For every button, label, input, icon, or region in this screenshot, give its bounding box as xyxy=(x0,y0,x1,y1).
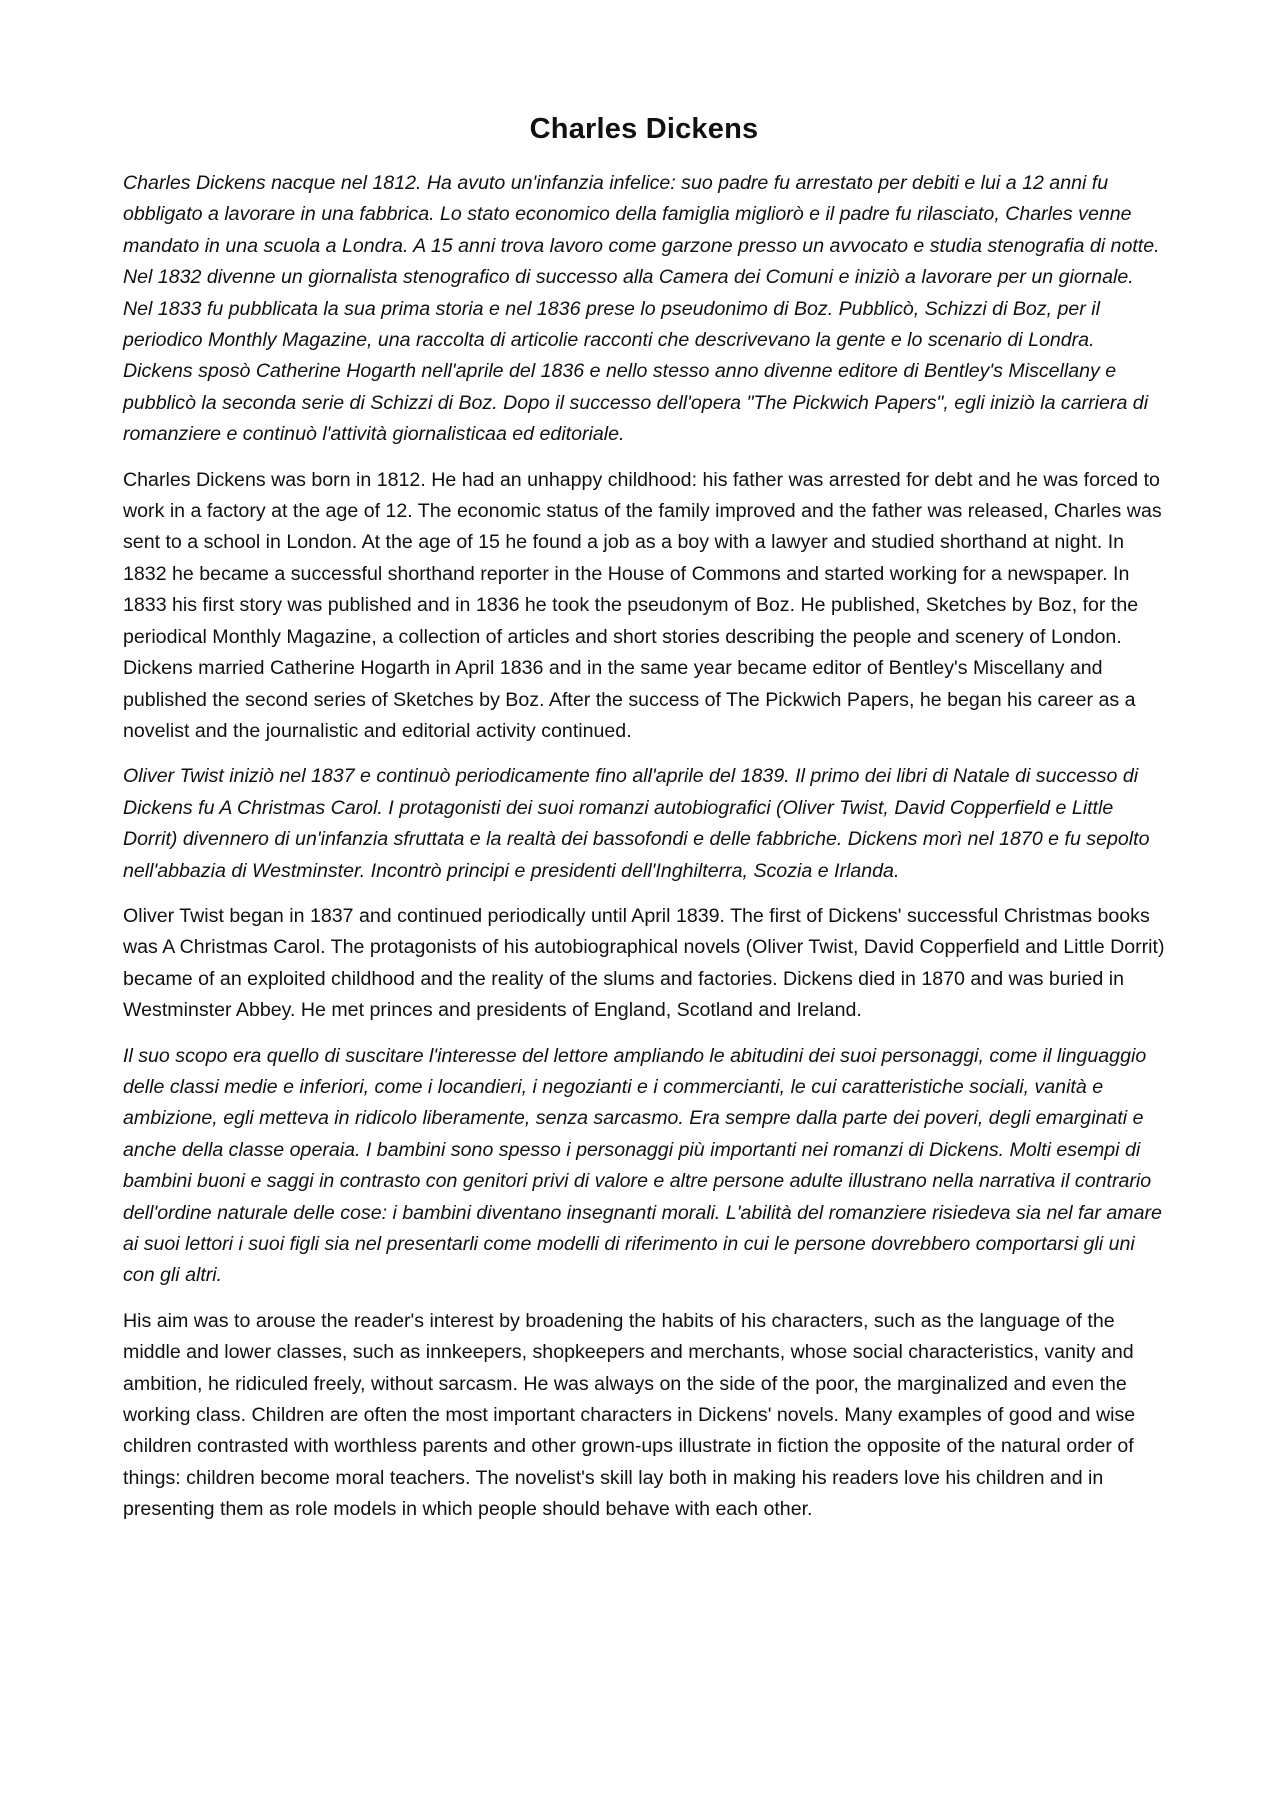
paragraph-italian-works: Oliver Twist iniziò nel 1837 e continuò periodicamente fino all'aprile del 1839. Il primo dei libri di Natale di successo di Dickens fu A Christmas Carol. I protagonisti dei suoi romanzi autobiografici (Oliver Twist, David Copperfield e Little Dorrit) divennero di un'infanzia sfruttata e la realtà dei bassofondi e delle fabbriche. Dickens morì nel 1870 e fu sepolto nell'abbazia di Westminster. Incontrò principi e presidenti dell'Inghilterra, Scozia e Irlanda. xyxy=(123,765,1150,882)
paragraph-italian-style: Il suo scopo era quello di suscitare l'interesse del lettore ampliando le abitudini dei suoi personaggi, come il linguaggio delle classi medie e inferiori, come i locandieri, i negozianti e i commercianti, le cui caratteristiche sociali, vanità e ambizione, egli metteva in ridicolo liberamente, senza sarcasmo. Era sempre dalla parte dei poveri, degli emarginati e anche della classe operaia. I bambini sono spesso i personaggi più importanti nei romanzi di Dickens. Molti esempi di bambini buoni e saggi in contrasto con genitori privi di valore e altre persone adulte illustrano nella narrativa il contrario dell'ordine naturale delle cose: i bambini diventano insegnanti morali. L'abilità del romanziere risiedeva sia nel far amare ai suoi lettori i suoi figli sia nel presentarli come modelli di riferimento in cui le persone dovrebbero comportarsi gli uni con gli altri. xyxy=(123,1044,1162,1287)
paragraph-italian-biography: Charles Dickens nacque nel 1812. Ha avuto un'infanzia infelice: suo padre fu arrestato per debiti e lui a 12 anni fu obbligato a lavorare in una fabbrica. Lo stato economico della famiglia migliorò e il padre fu rilasciato, Charles venne mandato in una scuola a Londra. A 15 anni trova lavoro come garzone presso un avvocato e studia stenografia di notte. Nel 1832 divenne un giornalista stenografico di successo alla Camera dei Comuni e iniziò a lavorare per un giornale. Nel 1833 fu pubblicata la sua prima storia e nel 1836 prese lo pseudonimo di Boz. Pubblicò, Schizzi di Boz, per il periodico Monthly Magazine, una raccolta di articolie racconti che descrivevano la gente e lo scenario di Londra. Dickens sposò Catherine Hogarth nell'aprile del 1836 e nello stesso anno divenne editore di Bentley's Miscellany e pubblicò la seconda serie di Schizzi di Boz. Dopo il successo dell'opera "The Pickwich Papers", egli iniziò la carriera di romanziere e continuò l'attività giornalisticaa ed editoriale. xyxy=(123,172,1160,446)
document-page xyxy=(123,108,1165,1540)
paragraph-english-style: His aim was to arouse the reader's interest by broadening the habits of his characters, such as the language of the middle and lower classes, such as innkeepers, shopkeepers and merchants, whose social characteristics, vanity and ambition, he ridiculed freely, without sarcasm. He was always on the side of the poor, the marginalized and even the working class. Children are often the most important characters in Dickens' novels. Many examples of good and wise children contrasted with worthless parents and other grown-ups illustrate in fiction the opposite of the natural order of things: children become moral teachers. The novelist's skill lay both in making his readers love his children and in presenting them as role models in which people should behave with each other. xyxy=(123,1309,1136,1521)
paragraph-english-works: Oliver Twist began in 1837 and continued periodically until April 1839. The first of Dickens' successful Christmas books was A Christmas Carol. The protagonists of his autobiographical novels (Oliver Twist, David Copperfield and Little Dorrit) became of an exploited childhood and the reality of the slums and factories. Dickens died in 1870 and was buried in Westminster Abbey. He met princes and presidents of England, Scotland and Ireland. xyxy=(123,904,1165,1022)
page-title: Charles Dickens xyxy=(529,113,759,145)
paragraph-english-biography: Charles Dickens was born in 1812. He had an unhappy childhood: his father was arrested for debt and he was forced to work in a factory at the age of 12. The economic status of the family improved and the father was released, Charles was sent to a school in London. At the age of 15 he found a job as a boy with a lawyer and studied shorthand at night. In 1832 he became a successful shorthand reporter in the House of Commons and started working for a newspaper. In 1833 his first story was published and in 1836 he took the pseudonym of Boz. He published, Sketches by Boz, for the periodical Monthly Magazine, a collection of articles and short stories describing the people and scenery of London. Dickens married Catherine Hogarth in April 1836 and in the same year became editor of Bentley's Miscellany and published the second series of Sketches by Boz. After the success of The Pickwich Papers, he began his career as a novelist and the journalistic and editorial activity continued. xyxy=(123,468,1162,742)
